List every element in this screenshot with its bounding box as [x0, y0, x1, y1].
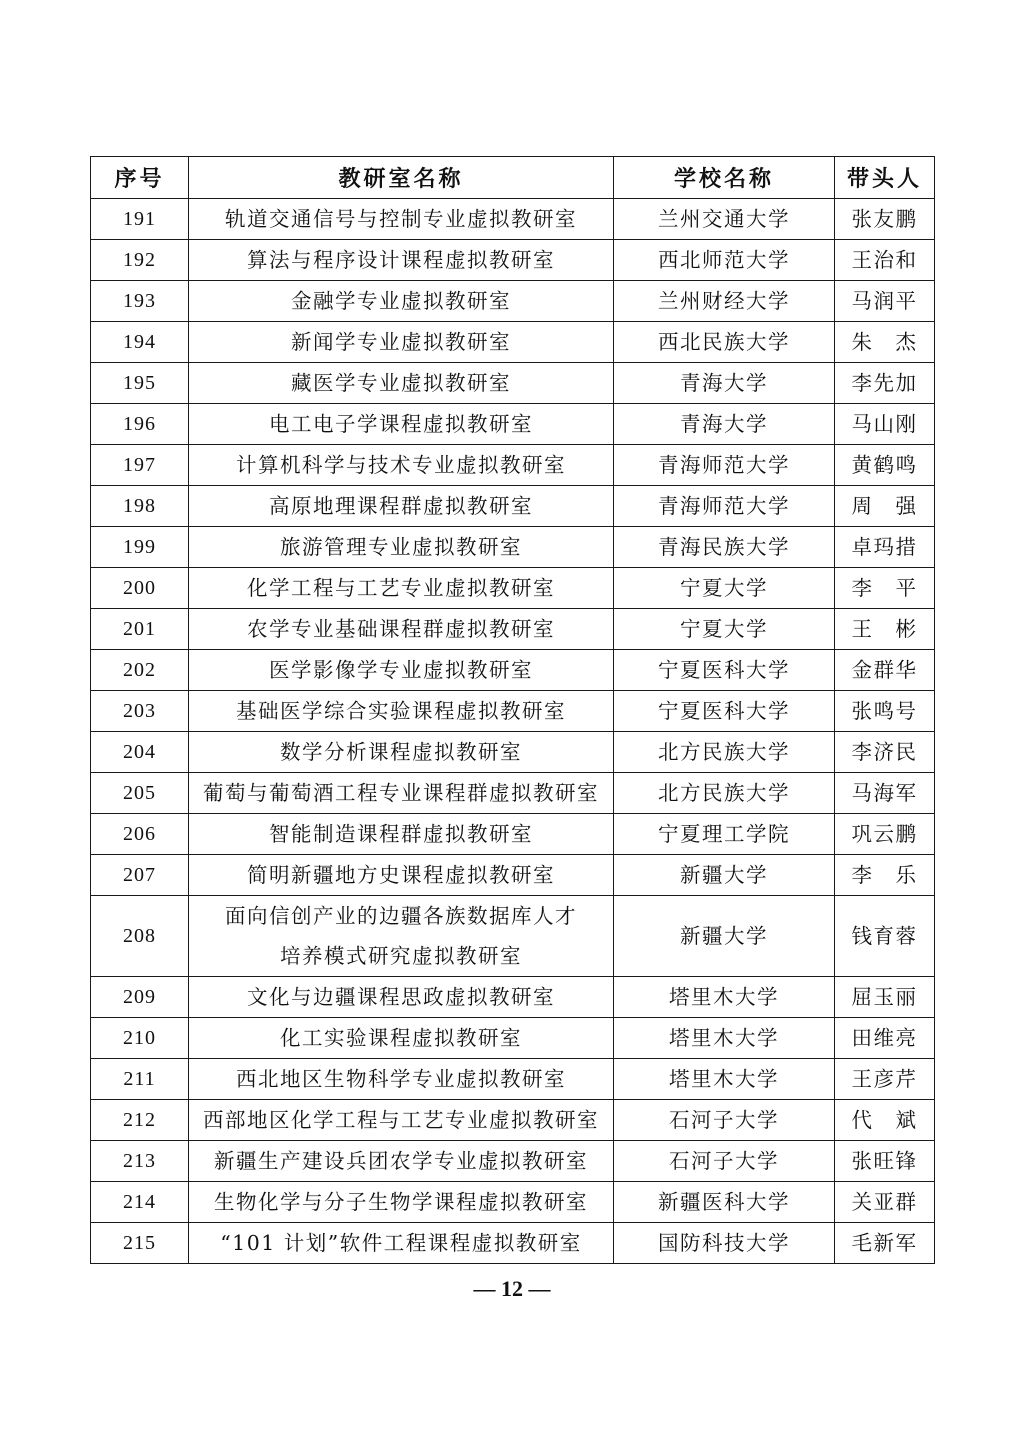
cell-leader: [835, 568, 935, 609]
cell-school: [614, 240, 835, 281]
cell-index: [91, 404, 189, 445]
cell-index: [91, 445, 189, 486]
cell-index: [91, 691, 189, 732]
cell-school: [614, 691, 835, 732]
cell-leader: [835, 1182, 935, 1223]
table-row: [91, 814, 935, 855]
cell-index-text: 214: [123, 1191, 156, 1213]
cell-index: [91, 568, 189, 609]
cell-index: [91, 609, 189, 650]
cell-leader-text: 卓玛措: [851, 535, 918, 559]
cell-index-text: 203: [123, 700, 156, 722]
cell-index: [91, 363, 189, 404]
cell-lab-name-text: 西部地区化学工程与工艺专业虚拟教研室: [203, 1108, 599, 1132]
cell-school-text: 西北民族大学: [658, 330, 790, 354]
cell-school-text: 塔里木大学: [669, 985, 779, 1009]
table-row: [91, 977, 935, 1018]
cell-school-text: 石河子大学: [669, 1149, 779, 1173]
cell-school: [614, 527, 835, 568]
cell-school: [614, 568, 835, 609]
cell-index: [91, 527, 189, 568]
cell-index: [91, 773, 189, 814]
cell-lab-name-text: 电工电子学课程虚拟教研室: [269, 412, 533, 436]
cell-lab-name-text: 面向信创产业的边疆各族数据库人才 培养模式研究虚拟教研室: [225, 904, 577, 968]
cell-index-text: 196: [123, 413, 156, 435]
table-row: [91, 404, 935, 445]
cell-leader-text: 代 斌: [851, 1108, 918, 1132]
cell-index: [91, 199, 189, 240]
lab-list-table: [90, 156, 935, 1264]
header-leader: 带头人: [835, 157, 935, 199]
cell-school-text: 青海民族大学: [658, 535, 790, 559]
table-row: [91, 1223, 935, 1264]
cell-lab-name-text: 藏医学专业虚拟教研室: [291, 371, 511, 395]
cell-leader: [835, 896, 935, 977]
cell-leader: [835, 240, 935, 281]
cell-leader-text: 张友鹏: [851, 207, 918, 231]
cell-lab-name: [189, 445, 614, 486]
cell-index: [91, 814, 189, 855]
cell-school: [614, 322, 835, 363]
cell-leader-text: 金群华: [851, 658, 918, 682]
cell-lab-name: [189, 322, 614, 363]
cell-school: [614, 404, 835, 445]
cell-index: [91, 486, 189, 527]
cell-lab-name: [189, 527, 614, 568]
cell-index-text: 210: [123, 1027, 156, 1049]
cell-school-text: 青海大学: [680, 412, 768, 436]
cell-leader-text: 李济民: [851, 740, 918, 764]
cell-lab-name: [189, 486, 614, 527]
cell-school-text: 兰州财经大学: [658, 289, 790, 313]
table-row: [91, 568, 935, 609]
cell-index-text: 212: [123, 1109, 156, 1131]
table-row: [91, 322, 935, 363]
cell-lab-name: [189, 977, 614, 1018]
cell-leader-text: 马海军: [851, 781, 918, 805]
cell-index: [91, 240, 189, 281]
cell-index: [91, 650, 189, 691]
cell-index: [91, 1141, 189, 1182]
cell-index-text: 206: [123, 823, 156, 845]
cell-lab-name-text: 生物化学与分子生物学课程虚拟教研室: [214, 1190, 588, 1214]
cell-lab-name: [189, 732, 614, 773]
cell-index: [91, 896, 189, 977]
cell-lab-name: [189, 1059, 614, 1100]
table-row: [91, 691, 935, 732]
cell-index-text: 194: [123, 331, 156, 353]
cell-leader: [835, 732, 935, 773]
cell-lab-name-text: 轨道交通信号与控制专业虚拟教研室: [225, 207, 577, 231]
cell-school-text: 兰州交通大学: [658, 207, 790, 231]
table-body: [91, 199, 935, 1264]
cell-leader-text: 马润平: [851, 289, 918, 313]
table-row: [91, 1059, 935, 1100]
cell-school-text: 新疆大学: [680, 924, 768, 948]
table-row: [91, 527, 935, 568]
cell-lab-name-text: 算法与程序设计课程虚拟教研室: [247, 248, 555, 272]
header-index: 序号: [91, 157, 189, 199]
cell-lab-name-text: 农学专业基础课程群虚拟教研室: [247, 617, 555, 641]
cell-lab-name-text: “101 计划”软件工程课程虚拟教研室: [220, 1231, 582, 1255]
cell-school: [614, 445, 835, 486]
cell-lab-name: [189, 609, 614, 650]
cell-index: [91, 977, 189, 1018]
cell-lab-name-text: 新疆生产建设兵团农学专业虚拟教研室: [214, 1149, 588, 1173]
cell-leader: [835, 445, 935, 486]
cell-school-text: 青海师范大学: [658, 494, 790, 518]
cell-school-text: 宁夏医科大学: [658, 658, 790, 682]
cell-school-text: 国防科技大学: [658, 1231, 790, 1255]
cell-index-text: 191: [123, 208, 156, 230]
cell-leader-text: 周 强: [851, 494, 918, 518]
cell-leader-text: 王 彬: [851, 617, 918, 641]
cell-lab-name-text: 葡萄与葡萄酒工程专业课程群虚拟教研室: [203, 781, 599, 805]
cell-index-text: 192: [123, 249, 156, 271]
cell-lab-name: [189, 855, 614, 896]
cell-school: [614, 486, 835, 527]
cell-lab-name: [189, 240, 614, 281]
cell-leader: [835, 322, 935, 363]
cell-school: [614, 1141, 835, 1182]
cell-school-text: 西北师范大学: [658, 248, 790, 272]
cell-lab-name: [189, 1100, 614, 1141]
cell-school: [614, 609, 835, 650]
table-row: [91, 773, 935, 814]
table-row: [91, 732, 935, 773]
cell-lab-name-text: 旅游管理专业虚拟教研室: [280, 535, 522, 559]
cell-school: [614, 1223, 835, 1264]
cell-index: [91, 732, 189, 773]
cell-leader: [835, 650, 935, 691]
cell-index: [91, 322, 189, 363]
cell-leader-text: 李先加: [851, 371, 918, 395]
cell-lab-name: [189, 363, 614, 404]
cell-index-text: 202: [123, 659, 156, 681]
cell-index-text: 211: [123, 1068, 156, 1090]
cell-lab-name-text: 数学分析课程虚拟教研室: [280, 740, 522, 764]
cell-leader-text: 王治和: [851, 248, 918, 272]
cell-school: [614, 363, 835, 404]
cell-leader-text: 田维亮: [851, 1026, 918, 1050]
cell-index-text: 198: [123, 495, 156, 517]
cell-index-text: 213: [123, 1150, 156, 1172]
cell-leader-text: 朱 杰: [851, 330, 918, 354]
cell-index-text: 201: [123, 618, 156, 640]
cell-lab-name: [189, 896, 614, 977]
cell-index-text: 205: [123, 782, 156, 804]
cell-index-text: 204: [123, 741, 156, 763]
cell-school-text: 宁夏理工学院: [658, 822, 790, 846]
cell-school-text: 青海师范大学: [658, 453, 790, 477]
cell-lab-name: [189, 568, 614, 609]
cell-lab-name-text: 智能制造课程群虚拟教研室: [269, 822, 533, 846]
cell-leader: [835, 199, 935, 240]
cell-lab-name: [189, 773, 614, 814]
header-school: 学校名称: [614, 157, 835, 199]
cell-school: [614, 281, 835, 322]
cell-index: [91, 1223, 189, 1264]
cell-school-text: 塔里木大学: [669, 1067, 779, 1091]
table-header-row: [91, 157, 935, 199]
cell-lab-name: [189, 1141, 614, 1182]
cell-school-text: 新疆大学: [680, 863, 768, 887]
table-row: [91, 855, 935, 896]
cell-lab-name-text: 化学工程与工艺专业虚拟教研室: [247, 576, 555, 600]
cell-school: [614, 1182, 835, 1223]
cell-lab-name-text: 化工实验课程虚拟教研室: [280, 1026, 522, 1050]
table-row: [91, 896, 935, 977]
cell-leader-text: 李 平: [851, 576, 918, 600]
cell-lab-name-text: 金融学专业虚拟教研室: [291, 289, 511, 313]
cell-leader-text: 钱育蓉: [851, 924, 918, 948]
cell-lab-name: [189, 199, 614, 240]
cell-index: [91, 281, 189, 322]
cell-lab-name-text: 医学影像学专业虚拟教研室: [269, 658, 533, 682]
cell-index-text: 215: [123, 1232, 156, 1254]
cell-index: [91, 1100, 189, 1141]
cell-lab-name-text: 高原地理课程群虚拟教研室: [269, 494, 533, 518]
table-row: [91, 609, 935, 650]
cell-school-text: 宁夏大学: [680, 617, 768, 641]
cell-lab-name: [189, 404, 614, 445]
cell-school-text: 宁夏大学: [680, 576, 768, 600]
cell-index-text: 207: [123, 864, 156, 886]
table-row: [91, 199, 935, 240]
cell-school: [614, 773, 835, 814]
page-number: — 12 —: [473, 1276, 551, 1301]
table-row: [91, 1018, 935, 1059]
table-row: [91, 281, 935, 322]
cell-leader: [835, 363, 935, 404]
cell-leader: [835, 1059, 935, 1100]
cell-lab-name-text: 新闻学专业虚拟教研室: [291, 330, 511, 354]
cell-school: [614, 814, 835, 855]
cell-school: [614, 732, 835, 773]
cell-school-text: 青海大学: [680, 371, 768, 395]
cell-index-text: 199: [123, 536, 156, 558]
table-row: [91, 240, 935, 281]
table-row: [91, 1141, 935, 1182]
cell-index: [91, 1182, 189, 1223]
cell-school-text: 新疆医科大学: [658, 1190, 790, 1214]
cell-leader-text: 张旺锋: [851, 1149, 918, 1173]
cell-leader-text: 巩云鹏: [851, 822, 918, 846]
cell-index-text: 200: [123, 577, 156, 599]
cell-index: [91, 1018, 189, 1059]
cell-leader: [835, 691, 935, 732]
cell-lab-name-text: 计算机科学与技术专业虚拟教研室: [236, 453, 566, 477]
cell-leader: [835, 486, 935, 527]
cell-school-text: 塔里木大学: [669, 1026, 779, 1050]
cell-lab-name: [189, 1182, 614, 1223]
cell-school: [614, 199, 835, 240]
cell-lab-name: [189, 1018, 614, 1059]
cell-school: [614, 1018, 835, 1059]
cell-leader: [835, 855, 935, 896]
header-lab-name: 教研室名称: [189, 157, 614, 199]
table-row: [91, 650, 935, 691]
cell-leader: [835, 1100, 935, 1141]
cell-leader-text: 关亚群: [851, 1190, 918, 1214]
cell-school-text: 北方民族大学: [658, 740, 790, 764]
cell-lab-name-text: 简明新疆地方史课程虚拟教研室: [247, 863, 555, 887]
cell-leader-text: 黄鹤鸣: [851, 453, 918, 477]
cell-leader: [835, 281, 935, 322]
cell-lab-name: [189, 650, 614, 691]
cell-school: [614, 896, 835, 977]
cell-index-text: 208: [123, 925, 156, 947]
table-row: [91, 1182, 935, 1223]
table-row: [91, 486, 935, 527]
cell-lab-name: [189, 814, 614, 855]
table-row: [91, 1100, 935, 1141]
cell-school: [614, 977, 835, 1018]
cell-leader-text: 李 乐: [851, 863, 918, 887]
cell-lab-name: [189, 281, 614, 322]
cell-lab-name-text: 西北地区生物科学专业虚拟教研室: [236, 1067, 566, 1091]
cell-index-text: 197: [123, 454, 156, 476]
cell-leader-text: 王彦芹: [851, 1067, 918, 1091]
cell-leader: [835, 1018, 935, 1059]
cell-school-text: 宁夏医科大学: [658, 699, 790, 723]
cell-leader: [835, 773, 935, 814]
cell-leader-text: 屈玉丽: [851, 985, 918, 1009]
cell-index: [91, 855, 189, 896]
cell-lab-name: [189, 691, 614, 732]
cell-school-text: 石河子大学: [669, 1108, 779, 1132]
cell-school: [614, 650, 835, 691]
cell-leader: [835, 1223, 935, 1264]
table-row: [91, 363, 935, 404]
cell-school: [614, 855, 835, 896]
cell-leader: [835, 609, 935, 650]
cell-school: [614, 1059, 835, 1100]
cell-leader: [835, 527, 935, 568]
cell-index-text: 209: [123, 986, 156, 1008]
cell-index: [91, 1059, 189, 1100]
cell-lab-name-text: 文化与边疆课程思政虚拟教研室: [247, 985, 555, 1009]
cell-leader-text: 毛新军: [851, 1231, 918, 1255]
cell-school-text: 北方民族大学: [658, 781, 790, 805]
table-row: [91, 445, 935, 486]
cell-index-text: 193: [123, 290, 156, 312]
cell-leader-text: 马山刚: [851, 412, 918, 436]
cell-school: [614, 1100, 835, 1141]
cell-leader: [835, 814, 935, 855]
lab-list-table-container: [90, 156, 934, 1264]
cell-leader: [835, 1141, 935, 1182]
cell-lab-name-text: 基础医学综合实验课程虚拟教研室: [236, 699, 566, 723]
cell-leader: [835, 404, 935, 445]
cell-leader-text: 张鸣号: [851, 699, 918, 723]
cell-leader: [835, 977, 935, 1018]
cell-lab-name: [189, 1223, 614, 1264]
cell-index-text: 195: [123, 372, 156, 394]
